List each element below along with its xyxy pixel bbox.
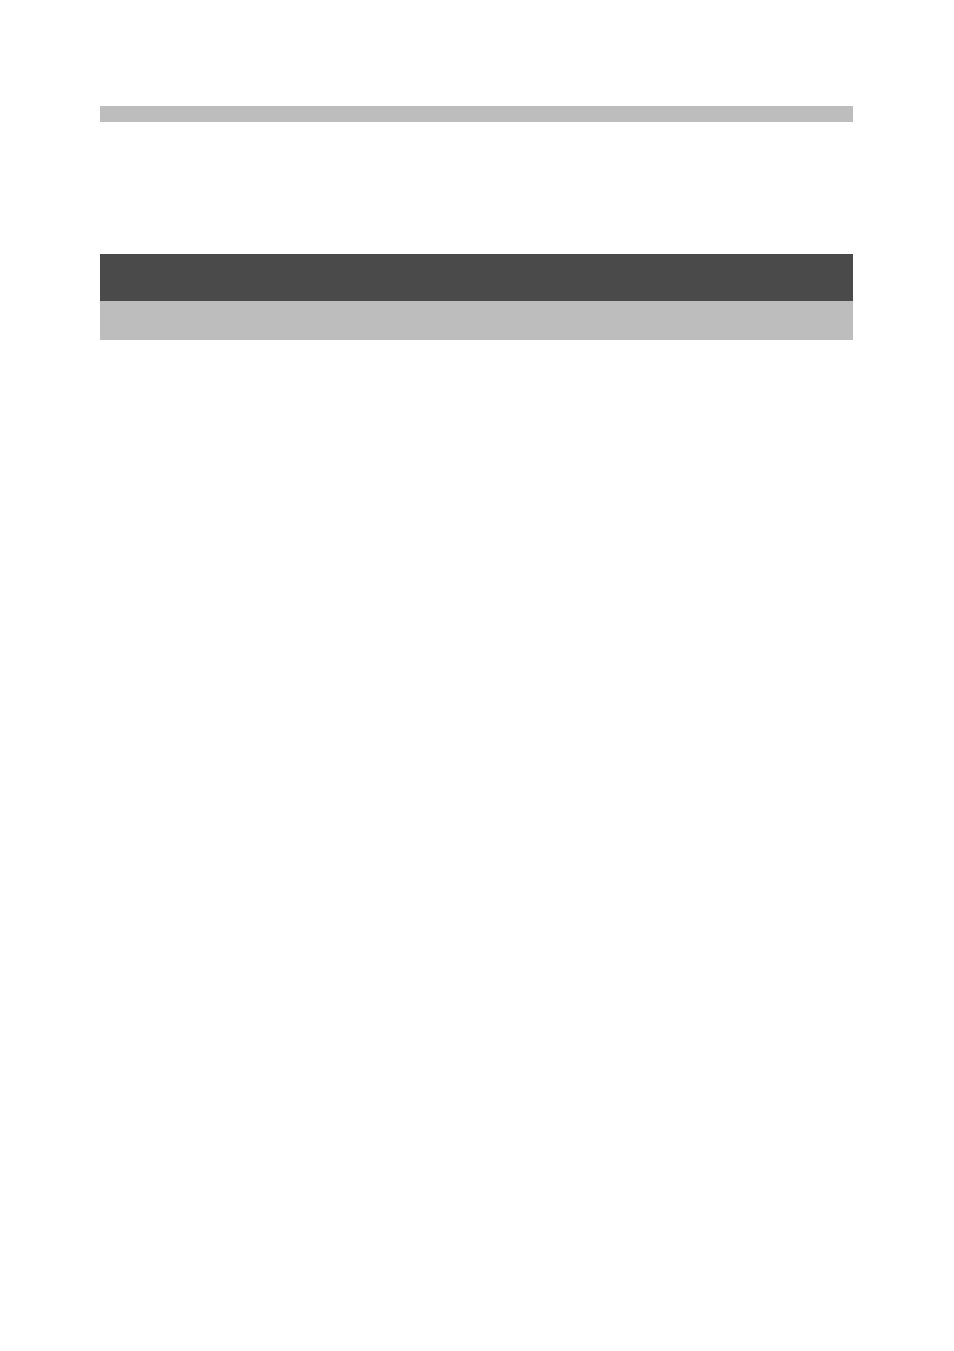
section-note	[100, 301, 853, 340]
title-rule	[100, 106, 853, 122]
section-header	[100, 254, 853, 301]
